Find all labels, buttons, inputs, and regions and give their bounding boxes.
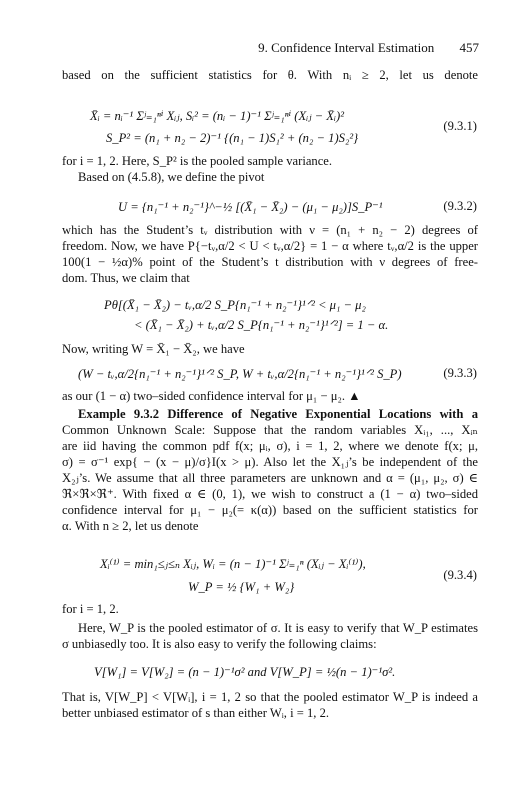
body-line-12: σ unbiasedly too. It is also easy to verify the following claims:	[62, 637, 377, 651]
example-line-7: confidence interval for μ₁ − μ₂(= κ(α)) based on the sufficient statistics for	[62, 503, 478, 517]
equation-931-line2: S_P² = (n₁ + n₂ − 2)⁻¹ {(n₁ − 1)S₁² + (n₂ − 1)S₂²}	[106, 131, 359, 145]
equation-934-line2: W_P = ½ {W₁ + W₂}	[188, 580, 295, 594]
equation-number-932: (9.3.2)	[443, 199, 477, 213]
body-line-9: as our (1 − α) two–sided confidence interval for μ₁ − μ₂. ▲	[62, 389, 361, 403]
equation-number-933: (9.3.3)	[443, 366, 477, 380]
body-line-7: dom. Thus, we claim that	[62, 271, 190, 285]
example-line-2: Common Unknown Scale: Suppose that the random variables Xᵢ₁, ..., Xᵢₙ	[62, 423, 478, 437]
page-number: 457	[459, 40, 479, 55]
example-heading-line-1: Example 9.3.2 Difference of Negative Exponential Locations with a	[78, 407, 478, 421]
pooled-variance-sentence: for i = 1, 2. Here, S_P² is the pooled sample variance.	[62, 154, 333, 168]
example-line-4: σ) = σ⁻¹ exp{ − (x − μ)/σ}I(x > μ). Also let the X₁ⱼ’s be independent of the	[62, 455, 478, 469]
body-line-4: which has the Student’s tᵥ distribution with ν = (n₁ + n₂ − 2) degrees of	[62, 223, 478, 237]
running-header	[258, 40, 479, 56]
body-line-10: for i = 1, 2.	[62, 602, 119, 616]
variance-claims: V[W₁] = V[W₂] = (n − 1)⁻¹σ² and V[W_P] = ½(n − 1)⁻¹σ².	[94, 665, 396, 679]
example-line-6: ℜ×ℜ×ℜ⁺. With fixed α ∈ (0, 1), we wish to construct a (1 − α) two–sided	[62, 487, 478, 501]
body-line-6: 100(1 − ½α)% point of the Student’s t distribution with ν degrees of free-	[62, 255, 478, 269]
body-line-5: freedom. Now, we have P{−tᵥ,α/2 < U < tᵥ,α/2} = 1 − α where tᵥ,α/2 is the upper	[62, 239, 478, 253]
claim-line-1: Pθ[(X̄₁ − X̄₂) − tᵥ,α/2 S_P{n₁⁻¹ + n₂⁻¹}¹ᐟ² < μ₁ − μ₂	[104, 298, 366, 312]
example-line-5: X₂ⱼ’s. We assume that all three parameters are unknown and α = (μ₁, μ₂, σ) ∈	[62, 471, 478, 485]
example-line-3: are iid having the common pdf f(x; μᵢ, σ), i = 1, 2, where we denote f(x; μ,	[62, 439, 478, 453]
body-line-13: That is, V[W_P] < V[Wᵢ], i = 1, 2 so that the pooled estimator W_P is indeed a	[62, 690, 478, 704]
equation-933: (W − tᵥ,α/2{n₁⁻¹ + n₂⁻¹}¹ᐟ² S_P, W + tᵥ,α/2{n₁⁻¹ + n₂⁻¹}¹ᐟ² S_P)	[78, 367, 402, 381]
body-line-14: better unbiased estimator of s than either Wᵢ, i = 1, 2.	[62, 706, 330, 720]
body-line-1: based on the sufficient statistics for θ. With nᵢ ≥ 2, let us denote	[62, 68, 478, 82]
equation-number-931: (9.3.1)	[443, 119, 477, 133]
claim-line-2: < (X̄₁ − X̄₂) + tᵥ,α/2 S_P{n₁⁻¹ + n₂⁻¹}¹ᐟ²] = 1 − α.	[134, 318, 389, 332]
body-line-11: Here, W_P is the pooled estimator of σ. It is easy to verify that W_P estimates	[78, 621, 478, 635]
body-line-3: Based on (4.5.8), we define the pivot	[78, 170, 265, 184]
body-line-2	[62, 154, 478, 169]
equation-934-line1: Xᵢ⁽¹⁾ = min₁≤ⱼ≤ₙ Xᵢⱼ, Wᵢ = (n − 1)⁻¹ Σʲ₌₁ⁿ (Xᵢⱼ − Xᵢ⁽¹⁾),	[100, 557, 366, 571]
chapter-title: 9. Confidence Interval Estimation	[258, 40, 435, 55]
example-line-8: α. With n ≥ 2, let us denote	[62, 519, 199, 533]
equation-932: U = {n₁⁻¹ + n₂⁻¹}^−½ [(X̄₁ − X̄₂) − (μ₁ − μ₂)]S_P⁻¹	[118, 200, 383, 214]
equation-931-line1: X̄ᵢ = nᵢ⁻¹ Σʲ₌₁ⁿⁱ Xᵢⱼ, Sᵢ² = (nᵢ − 1)⁻¹ Σʲ₌₁ⁿⁱ (Xᵢⱼ − X̄ᵢ)²	[90, 109, 344, 123]
body-line-8: Now, writing W = X̄₁ − X̄₂, we have	[62, 342, 245, 356]
equation-number-934: (9.3.4)	[443, 568, 477, 582]
